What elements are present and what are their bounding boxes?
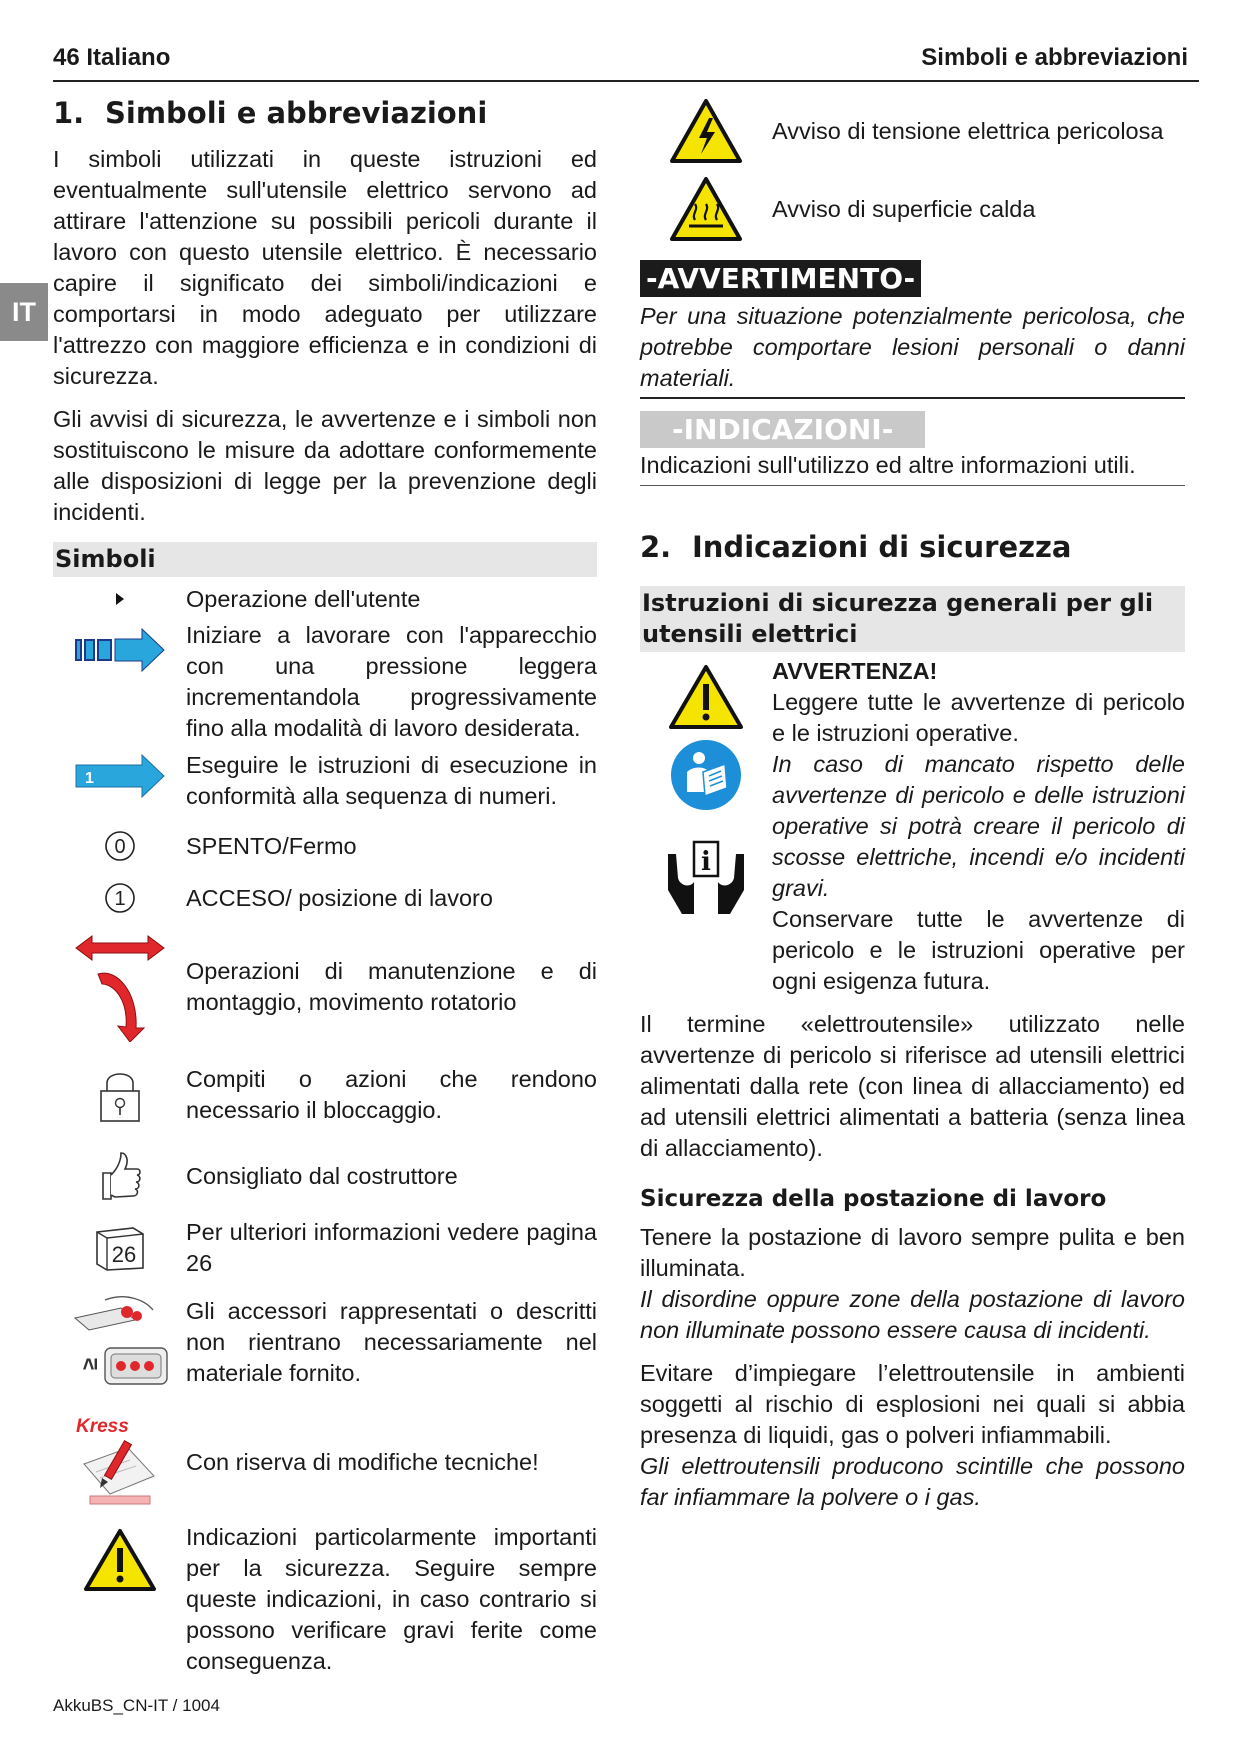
section-1-number: 1. xyxy=(53,96,85,130)
hot-surface-row xyxy=(640,174,1185,244)
workplace-heading: Sicurezza della postazione di lavoro xyxy=(640,1186,1107,1212)
voltage-warning-row xyxy=(640,96,1185,166)
avvertenza-texts xyxy=(772,656,1185,997)
notes-divider xyxy=(640,485,1185,486)
warning-exclamation-icon xyxy=(53,1522,186,1592)
symbol-description: Iniziare a lavorare con l'apparecchio con una pressione leggera incrementandola progressivamente fino alla modalità di lavoro desiderata. xyxy=(186,622,597,741)
symbol-description: SPENTO/Fermo xyxy=(186,832,357,859)
hot-surface-text: Avviso di superficie calda xyxy=(772,195,1036,222)
avvertenza-block xyxy=(640,656,1185,997)
warning-exclamation-icon xyxy=(668,664,744,730)
symbol-row xyxy=(53,620,597,744)
symbol-row xyxy=(53,1216,597,1280)
voltage-warning-text: Avviso di tensione elettrica pericolosa xyxy=(772,117,1164,144)
document-code: AkkuBS_CN-IT / 1004 xyxy=(53,1696,220,1715)
symbol-row xyxy=(53,1146,597,1206)
workplace-paragraph-2-italic: Gli elettroutensili producono scintille che possono far infiammare la polvere o i gas. xyxy=(640,1453,1185,1510)
read-manual-icon xyxy=(669,738,743,812)
on-glyph: 1 xyxy=(113,888,126,910)
maintenance-arrows-icon xyxy=(53,932,186,1042)
symbol-row xyxy=(53,1292,597,1392)
right-column xyxy=(640,96,1185,1513)
book-page-icon xyxy=(53,1224,186,1272)
workplace-paragraph-2: Evitare d’impiegare l’elettroutensile in ambienti soggetti al rischio di esplosioni nei quali si abbia presenza di liquidi, gas o polveri infiammabili. xyxy=(640,1360,1185,1448)
symbol-description: Indicazioni particolarmente importanti per la sicurezza. Seguire sempre queste indicazioni, in caso contrario si possono verificare gravi ferite come conseguenza. xyxy=(186,1524,597,1674)
avvertimento-text: Per una situazione potenzialmente pericolosa, che potrebbe comportare lesioni personali o danni materiali. xyxy=(640,303,1185,391)
kress-pen-icon xyxy=(53,1414,186,1510)
symbol-description: Compiti o azioni che rendono necessario il bloccaggio. xyxy=(186,1066,597,1123)
avvertenza-title: AVVERTENZA! xyxy=(772,658,938,684)
section-2-heading xyxy=(640,530,1185,570)
term-paragraph: Il termine «elettroutensile» utilizzato nelle avvertenze di pericolo si riferisce ad utensili elettrici alimentati dalla rete (con linea di allacciamento) ed ad utensili elettrici alimentati a batteria (senza linea di allacciamento). xyxy=(640,1011,1185,1161)
keep-instructions-icon xyxy=(664,834,748,918)
workplace-paragraph-1: Tenere la postazione di lavoro sempre pulita e ben illuminata. xyxy=(640,1224,1185,1281)
page-ref-number: 26 xyxy=(111,1242,136,1267)
symbol-row xyxy=(53,583,597,615)
section-1-title: Simboli e abbreviazioni xyxy=(105,96,488,130)
keep-instructions-text: Conservare tutte le avvertenze di pericolo e le istruzioni operative per ogni esigenza futura. xyxy=(772,906,1185,994)
info-glyph: i xyxy=(701,847,711,877)
notes-label-wrap xyxy=(640,411,1185,448)
high-voltage-icon xyxy=(640,98,772,164)
off-circle-icon xyxy=(53,829,186,863)
avvertenza-icons xyxy=(640,656,772,997)
padlock-icon xyxy=(53,1065,186,1125)
page-header-left: 46 Italiano xyxy=(53,44,171,71)
hot-surface-icon xyxy=(640,176,772,242)
symbol-description: Eseguire le istruzioni di esecuzione in conformità alla sequenza di numeri. xyxy=(186,752,597,809)
indicazioni-text: Indicazioni sull'utilizzo ed altre informazioni utili. xyxy=(640,452,1136,478)
intro-paragraph-1: I simboli utilizzati in queste istruzioni ed eventualmente sull'utensile elettrico servono ad attirare l'attenzione su possibili pericoli durante il lavoro con questo utensile elettrico. È necessario capire il significato dei simboli/indicazioni e comportarsi in modo adeguato per utilizzare l'attrezzo con maggiore efficienza e in condizioni di sicurezza. xyxy=(53,146,597,389)
symbol-row xyxy=(53,874,597,922)
symbol-description: Con riserva di modifiche tecniche! xyxy=(186,1448,539,1475)
symbol-row xyxy=(53,750,597,812)
warning-label-wrap xyxy=(640,260,1185,297)
left-column xyxy=(53,96,597,1677)
indicazioni-label: -INDICAZIONI- xyxy=(640,411,925,448)
section-2-title: Indicazioni di sicurezza xyxy=(692,530,1072,564)
accessories-icon xyxy=(53,1292,186,1392)
symbol-description: Gli accessori rappresentati o descritti non rientrano necessariamente nel materiale fornito. xyxy=(186,1297,597,1386)
symbol-row xyxy=(53,1522,597,1677)
general-safety-heading: Istruzioni di sicurezza generali per gli utensili elettrici xyxy=(640,586,1185,652)
symbols-heading: Simboli xyxy=(53,542,597,577)
page-header-right: Simboli e abbreviazioni xyxy=(921,44,1188,71)
step-number-badge: 1 xyxy=(84,770,94,787)
avvertenza-text: Leggere tutte le avvertenze di pericolo e le istruzioni operative. xyxy=(772,689,1185,746)
avvertimento-label: -AVVERTIMENTO- xyxy=(640,260,921,297)
symbol-description: Operazioni di manutenzione e di montaggio, movimento rotatorio xyxy=(186,958,597,1015)
language-tab: IT xyxy=(0,283,48,341)
numbered-arrow-icon xyxy=(53,750,186,800)
play-arrow-icon xyxy=(53,591,186,607)
header-divider xyxy=(53,80,1199,82)
section-2-number: 2. xyxy=(640,530,672,564)
symbol-description: ACCESO/ posizione di lavoro xyxy=(186,884,493,911)
progress-arrow-icon xyxy=(53,620,186,674)
symbol-description: Per ulteriori informazioni vedere pagina 26 xyxy=(186,1219,597,1276)
symbol-row xyxy=(53,1412,597,1512)
section-1-heading xyxy=(53,96,597,136)
warning-divider xyxy=(640,397,1185,399)
symbol-row xyxy=(53,822,597,870)
symbol-row xyxy=(53,932,597,1042)
off-glyph: 0 xyxy=(113,836,126,858)
symbol-row xyxy=(53,1056,597,1134)
workplace-paragraph-1-italic: Il disordine oppure zone della postazione di lavoro non illuminate possono essere causa di incidenti. xyxy=(640,1286,1185,1343)
on-circle-icon xyxy=(53,881,186,915)
symbol-description: Operazione dell'utente xyxy=(186,585,421,612)
svg-text:≥: ≥ xyxy=(76,1357,102,1370)
avvertenza-italic: In caso di mancato rispetto delle avvertenze di pericolo e delle istruzioni operative si potrà creare il pericolo di scosse elettriche, incendi e/o incidenti gravi. xyxy=(772,751,1185,901)
thumbs-up-icon xyxy=(53,1149,186,1203)
intro-paragraph-2: Gli avvisi di sicurezza, le avvertenze e i simboli non sostituiscono le misure da adottare conformemente alle disposizioni di legge per la prevenzione degli incidenti. xyxy=(53,406,597,525)
brand-logo-text: Kress xyxy=(75,1416,129,1437)
symbol-description: Consigliato dal costruttore xyxy=(186,1162,458,1189)
